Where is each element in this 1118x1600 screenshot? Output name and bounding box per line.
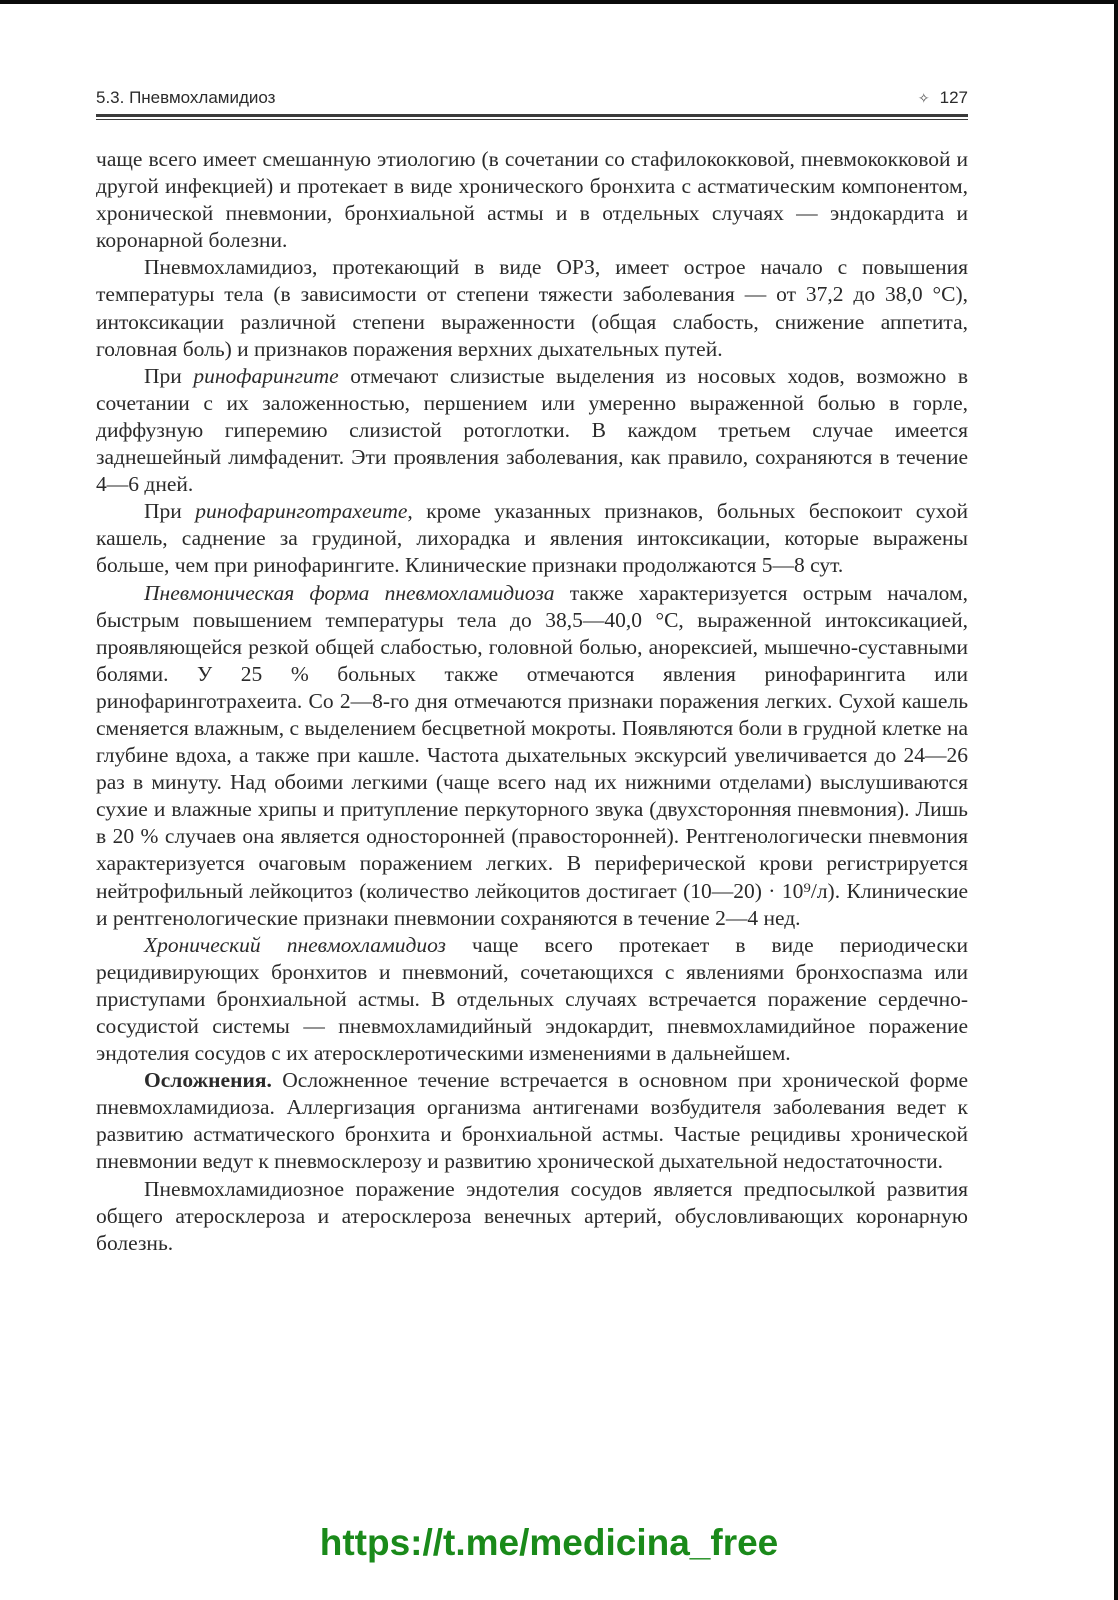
running-head bbox=[96, 82, 968, 108]
text-run: Пневмохламидиозное поражение эндотелия сосудов является предпосылкой развития общего атеросклероза и атеросклероза венечных артерий, обусловливающих коронарную болезнь. bbox=[96, 1176, 968, 1255]
page-number-group bbox=[918, 88, 968, 108]
text-run: При bbox=[144, 363, 194, 388]
viewer-top-border bbox=[0, 0, 1118, 4]
section-title: 5.3. Пневмохламидиоз bbox=[96, 88, 276, 107]
body-text bbox=[96, 146, 968, 1257]
paragraph bbox=[96, 363, 968, 498]
paragraph bbox=[96, 254, 968, 362]
page-number: 127 bbox=[939, 88, 968, 107]
text-run: Пневмохламидиоз, протекающий в виде ОРЗ, имеет острое начало с повышения температуры тела (в зависимости от степени тяжести заболевания — от 37,2 до 38,0 °С), интоксикации различной степени выраженности (общая слабость, снижение аппетита, головная боль) и признаков поражения верхних дыхательных путей. bbox=[96, 255, 968, 361]
book-page bbox=[96, 82, 968, 1257]
text-run: При bbox=[144, 499, 196, 524]
italic-term: Хронический пневмохламидиоз bbox=[144, 932, 446, 957]
ornament-icon: ✧ bbox=[917, 89, 930, 106]
text-run: , кроме указанных признаков, больных беспокоит сухой кашель, саднение за грудиной, лихорадка и явления интоксикации, которые выражены больше, чем при ринофарингите. Клинические признаки продолжаются 5—8 сут. bbox=[96, 499, 968, 578]
source-link[interactable]: https://t.me/medicina_free bbox=[319, 1522, 779, 1563]
text-run: чаще всего имеет смешанную этиологию (в сочетании со стафилококковой, пневмококковой и другой инфекцией) и протекает в виде хронического бронхита с астматическим компонентом, хронической пневмонии, бронхиальной астмы и в отдельных случаях — эндокардита и коронарной болезни. bbox=[96, 147, 968, 253]
italic-term: Пневмоническая форма пневмохламидиоза bbox=[144, 580, 555, 605]
text-run: также характеризуется острым началом, быстрым повышением температуры тела до 38,5—40,0 °С, выраженной интоксикацией, проявляющейся резкой общей слабостью, головной болью, анорексией, мышечно-суставными болями. У 25 % больных также отмечаются явления ринофарингита или ринофаринготрахеита. Со 2—8-го дня отмечаются признаки поражения легких. Сухой кашель сменяется влажным, с выделением бесцветной мокроты. Появляются боли в грудной клетке на глубине вдоха, а также при кашле. Частота дыхательных экскурсий увеличивается до 24—26 раз в минуту. Над обоими легкими (чаще всего над их нижними отделами) выслушиваются сухие и влажные хрипы и притупление перкуторного звука (двухсторонняя пневмония). Лишь в 20 % случаев она является односторонней (правосторонней). Рентгенологически пневмония характеризуется очаговым поражением легких. В периферической крови регистрируется нейтрофильный лейкоцитоз (количество лейкоцитов достигает (10—20) · 10⁹/л). Клинические и рентгенологические признаки пневмонии сохраняются в течение 2—4 нед. bbox=[96, 580, 968, 930]
italic-term: ринофарингите bbox=[193, 363, 339, 388]
bold-heading: Осложнения. bbox=[144, 1068, 272, 1093]
paragraph bbox=[96, 932, 968, 1067]
text-run: отмечают слизистые выделения из носовых ходов, возможно в сочетании с их заложенностью, першением или умеренно выраженной болью в горле, диффузную гиперемию слизистой ротоглотки. В каждом третьем случае имеется заднешейный лимфаденит. Эти проявления заболевания, как правило, сохраняются в течение 4—6 дней. bbox=[96, 363, 968, 497]
paragraph bbox=[96, 1067, 968, 1175]
viewer-scrollbar[interactable] bbox=[1114, 0, 1118, 1600]
paragraph bbox=[96, 498, 968, 579]
paragraph bbox=[96, 1176, 968, 1257]
header-rule-thick bbox=[96, 114, 968, 117]
text-run: чаще всего протекает в виде периодически рецидивирующих бронхитов и пневмоний, сочетающихся с явлениями бронхоспазма или приступами бронхиальной астмы. В отдельных случаях встречается поражение сердечно-сосудистой системы — пневмохламидийный эндокардит, пневмохламидийное поражение эндотелия сосудов с их атеросклеротическими изменениями в дальнейшем. bbox=[96, 932, 968, 1066]
header-rule-thin bbox=[96, 119, 968, 120]
text-run: Осложненное течение встречается в основном при хронической форме пневмохламидиоза. Аллергизация организма антигенами возбудителя заболевания ведет к развитию астматического бронхита и бронхиальной астмы. Частые рецидивы хронической пневмонии ведут к пневмосклерозу и развитию хронической дыхательной недостаточности. bbox=[96, 1068, 968, 1174]
italic-term: ринофаринготрахеите bbox=[195, 499, 408, 524]
paragraph bbox=[96, 580, 968, 932]
paragraph bbox=[96, 146, 968, 254]
